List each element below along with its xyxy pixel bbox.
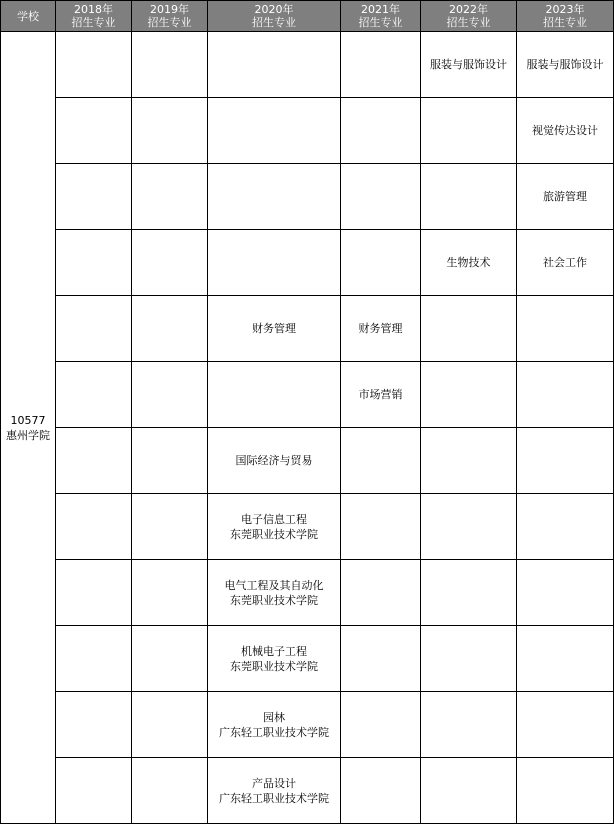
- cell-2020: 财务管理: [208, 296, 341, 362]
- table-row: [1, 32, 614, 98]
- cell-2023: [517, 296, 614, 362]
- cell-2018: [56, 164, 132, 230]
- cell-2019: [132, 560, 208, 626]
- cell-2018: [56, 296, 132, 362]
- cell-2023: [517, 626, 614, 692]
- cell-2022: [421, 98, 517, 164]
- header-2021: 2021年 招生专业: [341, 1, 421, 32]
- cell-2019: [132, 692, 208, 758]
- table-row: [1, 428, 614, 494]
- cell-2021: [341, 164, 421, 230]
- cell-2022: [421, 494, 517, 560]
- cell-2023: 服装与服饰设计: [517, 32, 614, 98]
- cell-2023: 视觉传达设计: [517, 98, 614, 164]
- cell-2019: [132, 428, 208, 494]
- cell-2018: [56, 692, 132, 758]
- cell-2020: [208, 230, 341, 296]
- cell-2022: [421, 626, 517, 692]
- table-row: [1, 758, 614, 824]
- cell-2023: [517, 428, 614, 494]
- table-row: [1, 626, 614, 692]
- cell-2019: [132, 758, 208, 824]
- cell-2018: [56, 428, 132, 494]
- header-2022: 2022年 招生专业: [421, 1, 517, 32]
- cell-2021: 财务管理: [341, 296, 421, 362]
- cell-2018: [56, 758, 132, 824]
- cell-2020: [208, 362, 341, 428]
- cell-2021: [341, 98, 421, 164]
- table-row: [1, 560, 614, 626]
- cell-2022: [421, 164, 517, 230]
- cell-2020: 电气工程及其自动化 东莞职业技术学院: [208, 560, 341, 626]
- cell-2021: [341, 626, 421, 692]
- header-school: 学校: [1, 1, 56, 32]
- cell-2019: [132, 296, 208, 362]
- table-row: [1, 494, 614, 560]
- school-code: 10577: [10, 413, 46, 427]
- cell-2022: [421, 758, 517, 824]
- cell-2020: 产品设计 广东轻工职业技术学院: [208, 758, 341, 824]
- table-row: [1, 230, 614, 296]
- cell-2023: 旅游管理: [517, 164, 614, 230]
- cell-2020: 机械电子工程 东莞职业技术学院: [208, 626, 341, 692]
- cell-2022: [421, 692, 517, 758]
- cell-2020: 电子信息工程 东莞职业技术学院: [208, 494, 341, 560]
- cell-2022: [421, 362, 517, 428]
- cell-2022: [421, 428, 517, 494]
- cell-2020: [208, 98, 341, 164]
- cell-2018: [56, 494, 132, 560]
- cell-2021: [341, 428, 421, 494]
- cell-2021: [341, 32, 421, 98]
- header-2019: 2019年 招生专业: [132, 1, 208, 32]
- header-row: [1, 1, 614, 32]
- table-row: [1, 692, 614, 758]
- school-name: 惠州学院: [6, 428, 50, 442]
- cell-2019: [132, 362, 208, 428]
- table-row: [1, 164, 614, 230]
- cell-2018: [56, 98, 132, 164]
- cell-2019: [132, 32, 208, 98]
- cell-2022: 服装与服饰设计: [421, 32, 517, 98]
- cell-2022: [421, 560, 517, 626]
- cell-2023: [517, 758, 614, 824]
- table-body: [1, 32, 614, 824]
- cell-2019: [132, 626, 208, 692]
- cell-2023: [517, 362, 614, 428]
- cell-2020: 国际经济与贸易: [208, 428, 341, 494]
- cell-2023: 社会工作: [517, 230, 614, 296]
- cell-2020: [208, 32, 341, 98]
- table-row: [1, 296, 614, 362]
- cell-2023: [517, 560, 614, 626]
- cell-2021: [341, 758, 421, 824]
- cell-2020: [208, 164, 341, 230]
- cell-2021: 市场营销: [341, 362, 421, 428]
- cell-2019: [132, 164, 208, 230]
- cell-2022: 生物技术: [421, 230, 517, 296]
- cell-2022: [421, 296, 517, 362]
- cell-2019: [132, 230, 208, 296]
- cell-2023: [517, 494, 614, 560]
- cell-2023: [517, 692, 614, 758]
- cell-2018: [56, 230, 132, 296]
- cell-2021: [341, 692, 421, 758]
- cell-2021: [341, 560, 421, 626]
- cell-2018: [56, 560, 132, 626]
- cell-2018: [56, 362, 132, 428]
- header-2023: 2023年 招生专业: [517, 1, 614, 32]
- header-2018: 2018年 招生专业: [56, 1, 132, 32]
- school-cell: [1, 32, 56, 824]
- header-2020: 2020年 招生专业: [208, 1, 341, 32]
- cell-2021: [341, 230, 421, 296]
- cell-2020: 园林 广东轻工职业技术学院: [208, 692, 341, 758]
- cell-2019: [132, 98, 208, 164]
- cell-2018: [56, 626, 132, 692]
- table-row: [1, 98, 614, 164]
- cell-2021: [341, 494, 421, 560]
- cell-2019: [132, 494, 208, 560]
- cell-2018: [56, 32, 132, 98]
- table-row: [1, 362, 614, 428]
